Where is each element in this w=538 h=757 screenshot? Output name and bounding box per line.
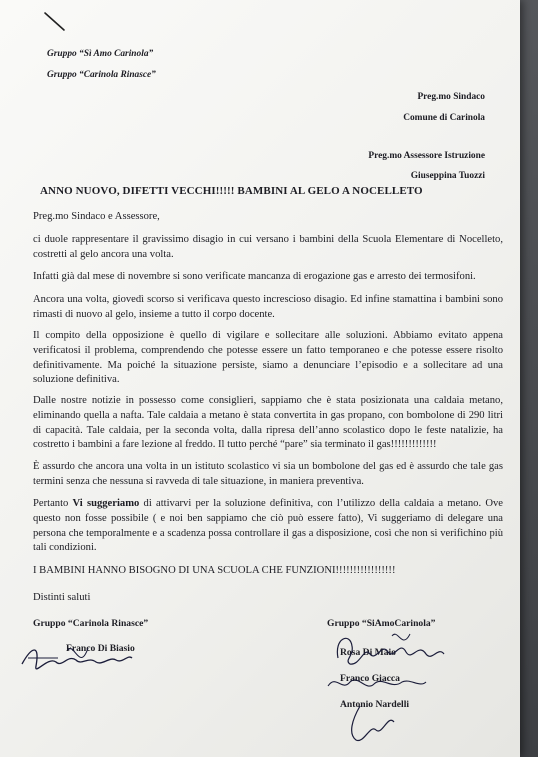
handwritten-signature-right-3 <box>330 700 420 744</box>
recipient-line-2: Comune di Carinola <box>403 113 485 123</box>
paragraph-7 <box>33 497 503 556</box>
right-signature-name-1: Rosa Di Maio <box>340 647 396 658</box>
closing-line: I BAMBINI HANNO BISOGNO DI UNA SCUOLA CHE FUNZIONI!!!!!!!!!!!!!!!!! <box>33 565 396 576</box>
paragraph-4: Il compito della opposizione è quello di vigilare e sollecitare alle soluzioni. Abbiamo evitato appena verificatosi il problema, comprendendo che potesse essere un fatto temporaneo e che potesse essere risolto definitivamente. Ma poiché la situazione persiste, siamo a denunciare l’episodio e a sollecitare ad una soluzione definitiva. <box>33 330 503 386</box>
recipient-line-4: Giuseppina Tuozzi <box>410 171 485 181</box>
right-signature-group: Gruppo “SiAmoCarinola” <box>327 618 436 629</box>
paragraph-7-rest: di attivarvi per la soluzione definitiva, con l’utilizzo della caldaia a metano. Ove questo non fosse possibile ( e noi ben sappiamo che ciò può essere fatto), Vi suggeriamo di delegare una persona che temporalmente e a scadenza possa controllare il gas a disposizione, così che non si verifichino più tali condizioni. <box>33 498 503 554</box>
paragraph-3: Ancora una volta, giovedì scorso si verificava questo increscioso disagio. Ed infine stamattina i bambini sono rimasti di nuovo al gelo, insieme a tutto il corpo docente. <box>33 294 503 320</box>
paragraph-2: Infatti già dal mese di novembre si sono verificate mancanza di erogazione gas e arresto dei termosifoni. <box>33 271 476 282</box>
paragraph-1: ci duole rappresentare il gravissimo disagio in cui versano i bambini della Scuola Elementare di Nocelleto, costretti al gelo ancora una volta. <box>33 234 503 260</box>
paragraph-5: Dalle nostre notizie in possesso come consiglieri, sappiamo che è stata posizionata una caldaia metano, eliminando quella a nafta. Tale caldaia a metano è stata convertita in gas propano, con bombolone di 290 litri di capacità. Tale caldaia, per la seconda volta, dalla ripresa dell’anno scolastico dopo le feste natalizie, ha costretto i bambini a fare lezione al freddo. Il tutto perché “pare” sia terminato il gas!!!!!!!!!!!!! <box>33 395 503 451</box>
left-signature-group: Gruppo “Carinola Rinasce” <box>33 618 149 629</box>
handwritten-signature-right-2 <box>322 670 432 696</box>
pen-mark <box>42 10 68 34</box>
left-signature-name: Franco Di Biasio <box>66 643 135 654</box>
paragraph-7-start: Pertanto <box>33 498 73 509</box>
salutation: Preg.mo Sindaco e Assessore, <box>33 211 160 222</box>
paragraph-7-emphasis: Vi suggeriamo <box>72 498 140 509</box>
handwritten-signature-right-1 <box>330 624 450 672</box>
recipient-line-1: Preg.mo Sindaco <box>417 92 485 102</box>
handwritten-signature-left <box>18 636 138 680</box>
recipient-line-3: Preg.mo Assessore Istruzione <box>368 151 485 161</box>
right-signature-name-3: Antonio Nardelli <box>340 699 410 710</box>
sender-group-2: Gruppo “Carinola Rinasce” <box>47 70 156 80</box>
sender-group-1: Gruppo “Sì Amo Carinola” <box>47 49 154 59</box>
regards: Distinti saluti <box>33 592 91 603</box>
letter-title: ANNO NUOVO, DIFETTI VECCHI!!!!! BAMBINI AL GELO A NOCELLETO <box>40 185 423 197</box>
paragraph-6: È assurdo che ancora una volta in un istituto scolastico vi sia un bombolone del gas ed è assurdo che tale gas termini senza che nessuna si ravveda di tale situazione, in maniera preventiva. <box>33 461 503 487</box>
right-signature-name-2: Franco Giacca <box>340 673 400 684</box>
